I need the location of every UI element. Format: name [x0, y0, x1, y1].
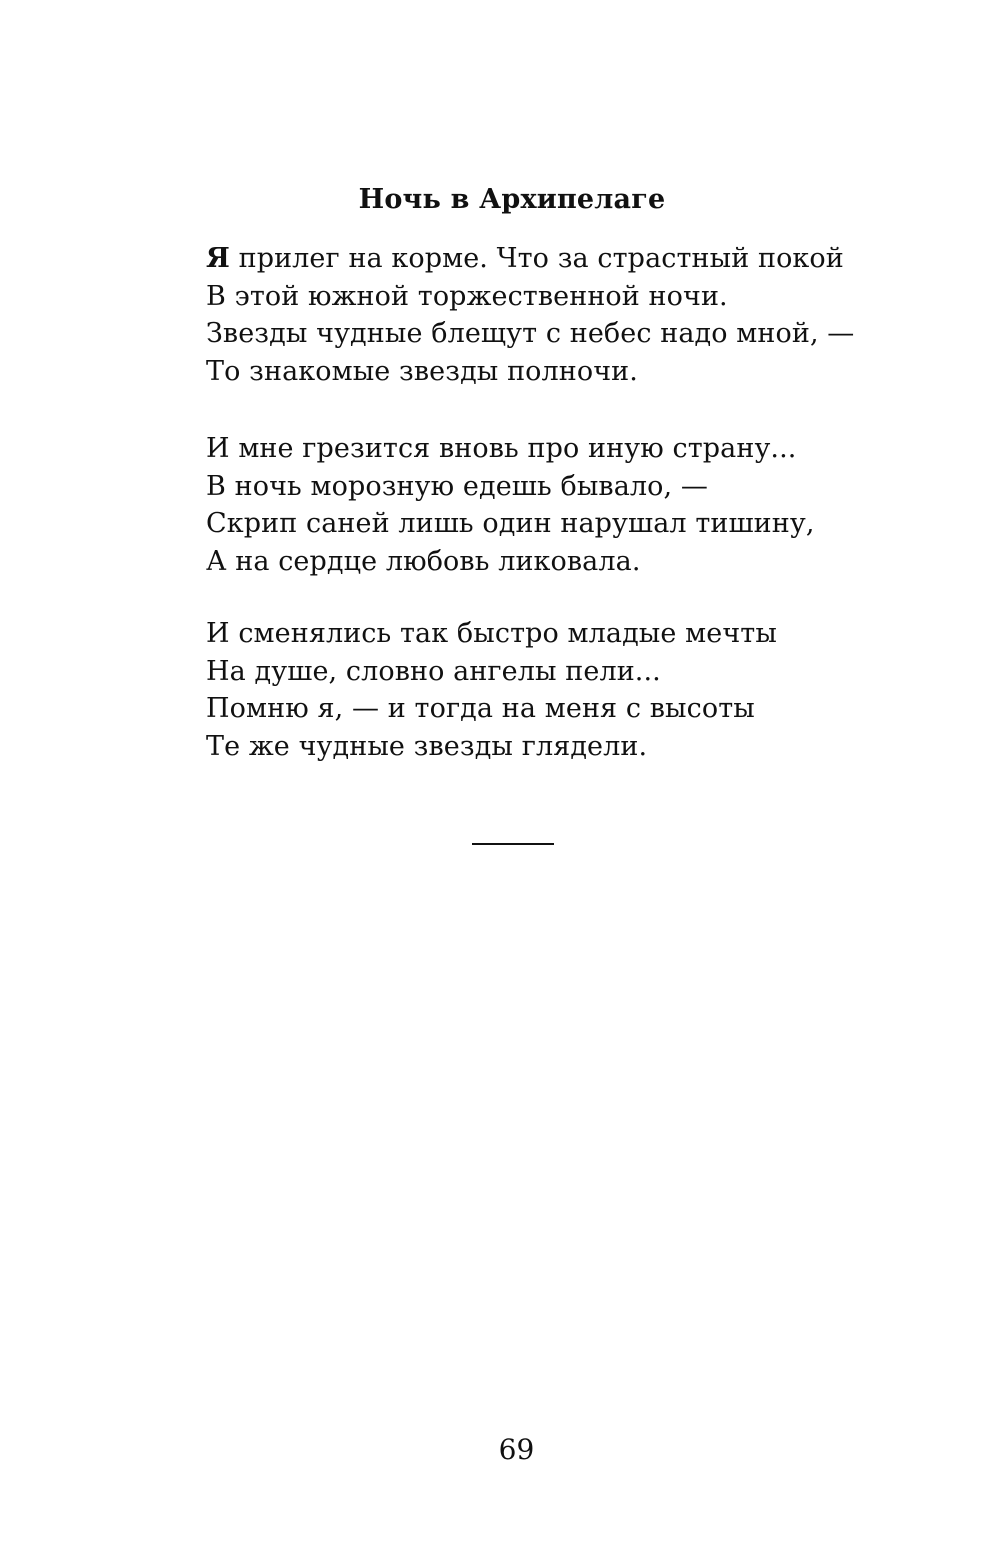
poem-line: В этой южной торжественной ночи.: [206, 280, 728, 312]
stanza-1: [206, 240, 966, 390]
poem-line: Помню я, — и тогда на меня с высоты: [206, 693, 755, 724]
poem-line: Те же чудные звезды глядели.: [206, 730, 648, 762]
poem-title: Ночь в Архипелаге: [358, 184, 666, 215]
poem-line: В ночь морозную едешь бывало, —: [206, 470, 708, 502]
poem-line: Скрип саней лишь один нарушал тишину,: [206, 508, 815, 539]
poem-line: А на сердце любовь ликовала.: [206, 545, 641, 577]
poem-line: И сменялись так быстро младые мечты: [206, 618, 777, 649]
stanza-2: [206, 430, 966, 580]
poem-line: То знакомые звезды полночи.: [206, 355, 638, 387]
poem-line: На душе, словно ангелы пели...: [206, 655, 661, 687]
stanza-3: [206, 615, 966, 765]
page-number: 69: [498, 1433, 535, 1466]
poem-line: Звезды чудные блещут с небес надо мной, —: [206, 318, 855, 349]
drop-cap: Я: [206, 243, 230, 274]
poem-line: [206, 240, 966, 278]
first-line-text: прилег на корме. Что за страстный покой: [229, 243, 844, 274]
poem-line: И мне грезится вновь про иную страну...: [206, 433, 797, 464]
end-of-poem-rule: [472, 843, 554, 845]
